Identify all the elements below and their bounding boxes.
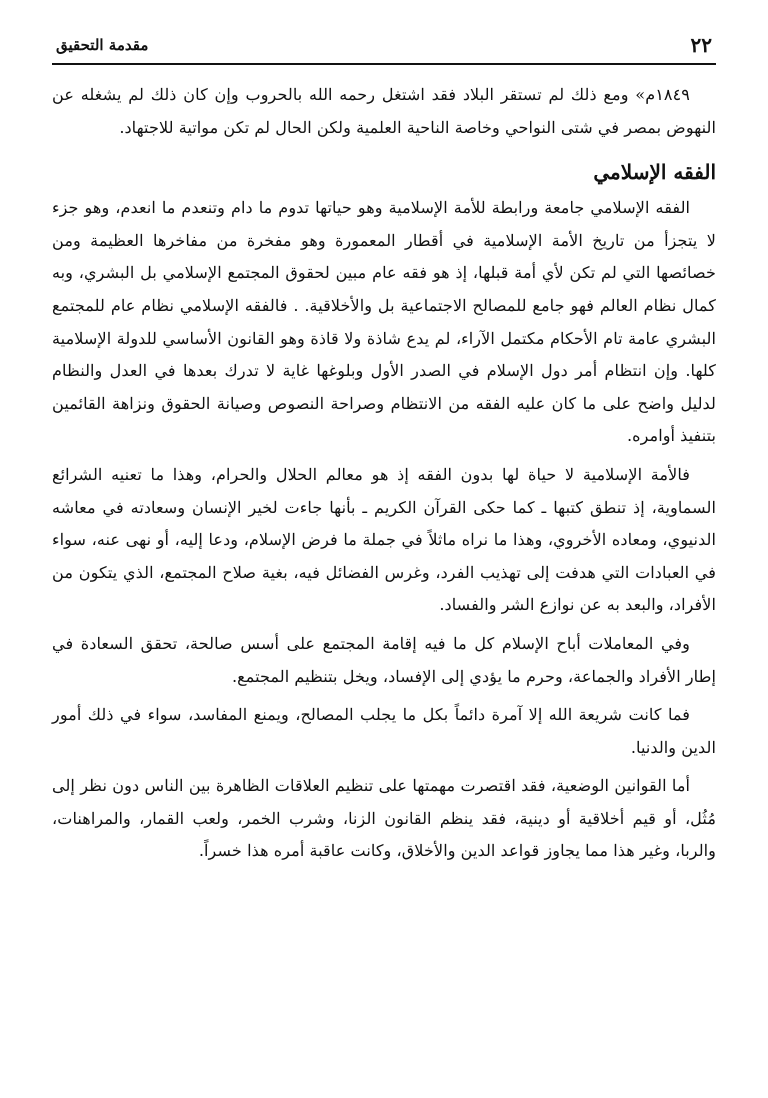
- intro-paragraph: ١٨٤٩م» ومع ذلك لم تستقر البلاد فقد اشتغل رحمه الله بالحروب وإن كان ذلك لم يشغله عن النهوض بمصر في شتى النواحي وخاصة الناحية العلمية ولكن الحال لم تكن مواتية للاجتهاد.: [52, 85, 716, 137]
- body-paragraph-1: الفقه الإسلامي جامعة ورابطة للأمة الإسلامية وهو حياتها تدوم ما دام وتنعدم ما انعدم، وهو جزء لا يتجزأ من تاريخ الأمة الإسلامية في أقطار المعمورة وهو مفخرة من مفاخرها العظيمة ومن خصائصها التي لم تكن لأي أمة قبلها، إذ هو فقه عام مبين لحقوق المجتمع الإسلامي بل البشري، وبه كمال نظام العالم فهو جامع للمصالح الاجتماعية بل والأخلاقية. . فالفقه الإسلامي نظام عام للمجتمع البشري عامة تام الأحكام مكتمل الآراء، لم يدع شاذة ولا قاذة وهو القانون الأساسي للدولة الإسلامية كلها. وإن انتظام أمر دول الإسلام في الصدر الأول وبلوغها غاية لا تدرك بعدها في العدل والنظام لدليل واضح على ما كان عليه الفقه من الانتظام وصراحة النصوص وصيانة الحقوق ونزاهة القائمين بتنفيذ أوامره.: [52, 198, 716, 446]
- body-paragraph-4: فما كانت شريعة الله إلا آمرة دائماً بكل ما يجلب المصالح، ويمنع المفاسد، سواء في ذلك أمور الدين والدنيا.: [52, 705, 716, 757]
- running-title: مقدمة التحقيق: [56, 36, 149, 54]
- body-paragraph-3: وفي المعاملات أباح الإسلام كل ما فيه إقامة المجتمع على أسس صالحة، تحقق السعادة في إطار الأفراد والجماعة، وحرم ما يؤدي إلى الإفساد، ويخل بتنظيم المجتمع.: [52, 633, 716, 686]
- running-header: [52, 30, 716, 65]
- body-paragraph-5: أما القوانين الوضعية، فقد اقتصرت مهمتها على تنظيم العلاقات الظاهرة بين الناس دون نظر إلى مُثُل، أو قيم أخلاقية أو دينية، فقد ينظم القانون الزنا، وشرب الخمر، ولعب القمار، والمراهنات، والربا، وغير هذا مما يجاوز قواعد الدين والأخلاق، وكانت عاقبة أمره هذا خسراً.: [52, 776, 716, 861]
- book-page: [52, 30, 716, 868]
- page-number: ٢٢: [690, 33, 712, 57]
- section-heading: الفقه الإسلامي: [593, 160, 716, 185]
- page-body: [52, 79, 716, 868]
- body-paragraph-2: فالأمة الإسلامية لا حياة لها بدون الفقه إذ هو معالم الحلال والحرام، وهذا ما تعنيه الشرائع السماوية، إذ تنطق كتبها ـ كما حكى القرآن الكريم ـ بأنها جاءت لخير الإنسان وسعادته في معاشه الدنيوي، ومعاده الأخروي، وهذا ما نراه ماثلاً في جملة ما فرض الإسلام، ودعا إليه، أو نهى عنه، سواء في العبادات التي هدفت إلى تهذيب الفرد، وغرس الفضائل فيه، بغية صلاح المجتمع، الذي يتكون من الأفراد، والبعد به عن نوازع الشر والفساد.: [52, 464, 716, 615]
